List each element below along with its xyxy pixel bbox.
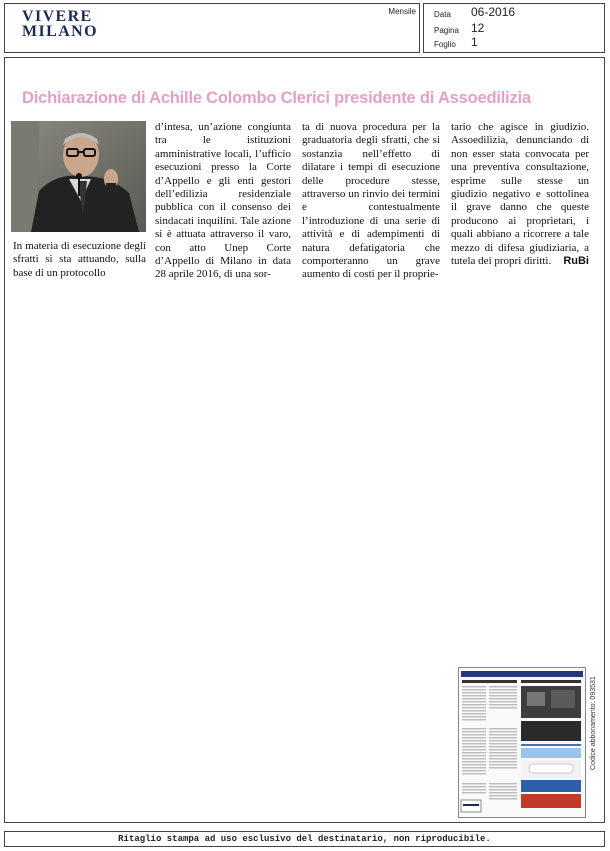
page-value: 12 xyxy=(471,21,485,35)
article-column-4 xyxy=(451,121,589,268)
date-label: Data xyxy=(434,10,451,19)
article-byline: RuBi xyxy=(563,255,589,268)
speaker-photo-image xyxy=(11,121,146,232)
sheet-value: 1 xyxy=(471,35,478,49)
sheet-label: Foglio xyxy=(434,40,456,49)
issue-meta-box xyxy=(423,3,605,53)
speaker-photo xyxy=(11,121,146,232)
masthead-line1: VIVERE xyxy=(22,8,93,25)
article-column-4-text: tario che agisce in giudizio. Assoedilizia, denunciando di non esser stata convocata per una preventiva consultazione, esprime sulle stesse un giudizio negativo e sottolinea il grave danno che queste producono ai proprietari, i quali abbiano a ricorrere a tale mezzo di difesa giudiziaria, a tutela dei propri diritti. xyxy=(451,121,589,268)
article-column-2: d’intesa, un’azione congiunta tra le istituzioni amministrative locali, l’ufficio esecuzioni presso la Corte d’Appello e gli enti gestori dell’edilizia residenziale pubblica con il consenso dei sindacati inquilini. Tale azione si è attuata attraverso il varo, con atto Unep Corte d’Appello di Milano in data 28 aprile 2016, di una sor- xyxy=(155,121,291,281)
article-headline: Dichiarazione di Achille Colombo Clerici presidente di Assoedilizia xyxy=(22,89,531,107)
footer-notice: Ritaglio stampa ad uso esclusivo del destinatario, non riproducibile. xyxy=(4,831,605,847)
article-column-3: ta di nuova procedura per la graduatoria degli sfratti, che si sostanzia nell’effetto di dilatare i tempi di esecuzione delle procedure stesse, attraverso un rinvio dei termini e contestualmente l’introduzione di una serie di attività e di adempimenti di natura defatigatoria che comporteranno un grave aumento di costi per il proprie- xyxy=(302,121,440,281)
page-label: Pagina xyxy=(434,26,459,35)
page-thumbnail-image xyxy=(459,668,585,817)
subscription-code: Codice abbonamento: 093531 xyxy=(590,676,597,770)
publication-header xyxy=(4,3,420,53)
page-thumbnail xyxy=(458,667,586,818)
date-value: 06-2016 xyxy=(471,5,516,19)
article-column-1: In materia di esecuzione degli sfratti si sta attuando, sulla base di un protocollo xyxy=(13,240,146,279)
frequency-label: Mensile xyxy=(388,7,416,16)
masthead-line2: MILANO xyxy=(22,23,98,40)
